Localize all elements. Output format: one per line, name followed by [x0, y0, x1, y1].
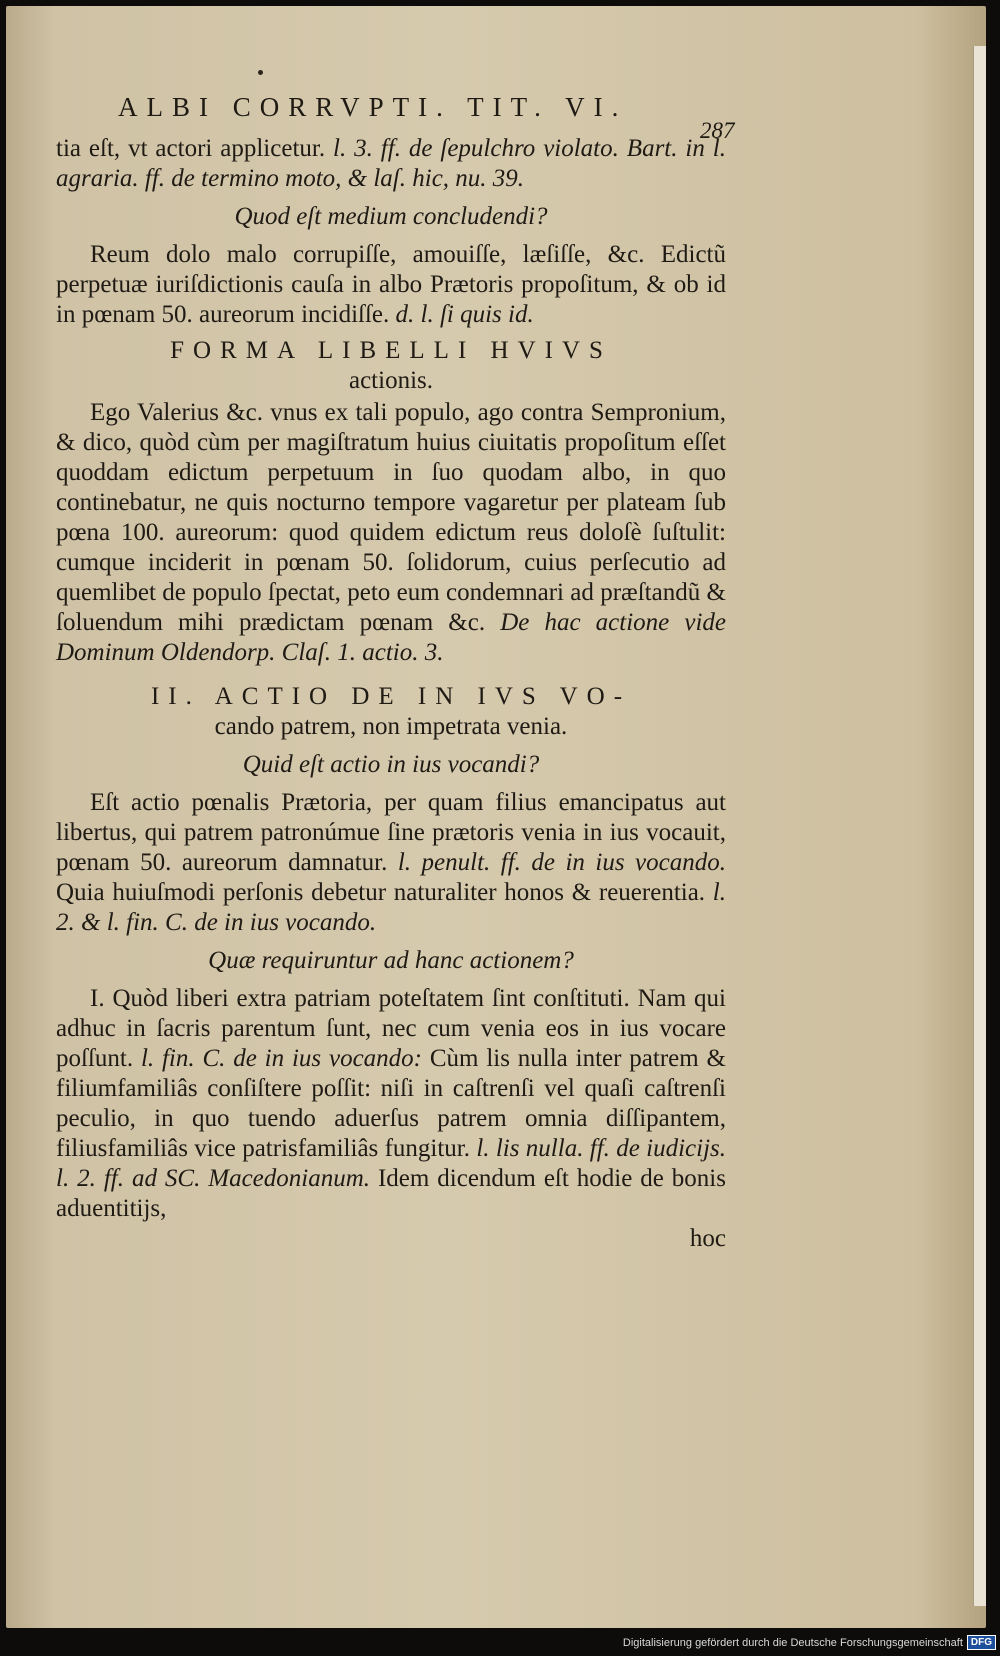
page-edge — [973, 46, 986, 1606]
folio-number: 287 — [700, 118, 735, 143]
heading-actio: II. ACTIO DE IN IVS VO- — [150, 683, 632, 710]
book-page — [6, 6, 986, 1628]
heading-forma-libelli: FORMA LIBELLI HVIVS — [170, 337, 612, 364]
paragraph-1: tia eſt, vt actori applicetur. l. 3. ff. de ſepulchro violato. Bart. in l. agraria. ff. de termino moto, & laſ. hic, nu. 39. — [56, 135, 726, 192]
digitization-credit — [623, 1635, 996, 1650]
dfg-logo: DFG — [967, 1635, 996, 1650]
paragraph-4: Eſt actio pœnalis Prætoria, per quam filius emancipatus aut libertus, qui patrem patronúmue ſine prætoris venia in ius vocauit, pœnam 50. aureorum damnatur. l. penult. ff. de in ius vocando. Quia huiuſmodi perſonis debetur naturaliter honos & reuerentia. l. 2. & l. fin. C. de in ius vocando. — [56, 789, 726, 936]
paragraph-2: Reum dolo malo corrupiſſe, amouiſſe, læſiſſe, &c. Edictũ perpetuæ iuriſdictionis cauſa in albo Prætoris propoſitum, & ob id in pœnam 50. aureorum incidiſſe. d. l. ſi quis id. — [56, 241, 726, 328]
question-2: Quid eſt actio in ius vocandi? — [242, 751, 540, 778]
heading-actio-sub: cando patrem, non impetrata venia. — [214, 713, 568, 740]
heading-forma-libelli-sub: actionis. — [348, 367, 433, 394]
question-1: Quod eſt medium concludendi? — [234, 203, 548, 230]
catchword: hoc — [689, 1225, 726, 1252]
question-3: Quæ requiruntur ad hanc actionem? — [208, 947, 574, 974]
running-title: ALBI CORRVPTI. TIT. VI. — [118, 92, 628, 122]
paragraph-3: Ego Valerius &c. vnus ex tali populo, ago contra Sempronium, & dico, quòd cùm per magiſtratum huius ciuitatis propoſitum eſſet quoddam edictum perpetuum in ſuo quodam albo, in quo continebatur, ne quis nocturno tempore vagaretur per plateam ſub pœna 100. aureorum: quod quidem edictum reus doloſè ſuſtulit: cumque inciderit in pœnam 50. ſolidorum, cuius perſecutio ad quemlibet de populo ſpectat, peto eum condemnari ad præſtandũ & ſoluendum mihi prædictam pœnam &c. De hac actione vide Dominum Oldendorp. Claſ. 1. actio. 3. — [56, 399, 726, 666]
paragraph-5: I. Quòd liberi extra patriam poteſtatem ſint conſtituti. Nam qui adhuc in ſacris parentum ſunt, nec cum venia eos in ius vocare poſſunt. l. fin. C. de in ius vocando: Cùm lis nulla inter patrem & filiumfamiliâs conſiſtere poſſit: niſi in caſtrenſi vel quaſi caſtrenſi peculio, in quo tuendo aduerſus patrem omnia diſſipantem, filiusfamiliâs vice patrisfamiliâs fungitur. l. lis nulla. ff. de iudicijs. l. 2. ff. ad SC. Macedonianum. Idem dicendum eſt hodie de bonis aduentitijs, — [56, 985, 727, 1222]
credit-text: Digitalisierung gefördert durch die Deutsche Forschungsgemeinschaft — [622, 1636, 963, 1649]
page-body — [56, 134, 726, 1254]
ink-dot — [258, 70, 263, 75]
